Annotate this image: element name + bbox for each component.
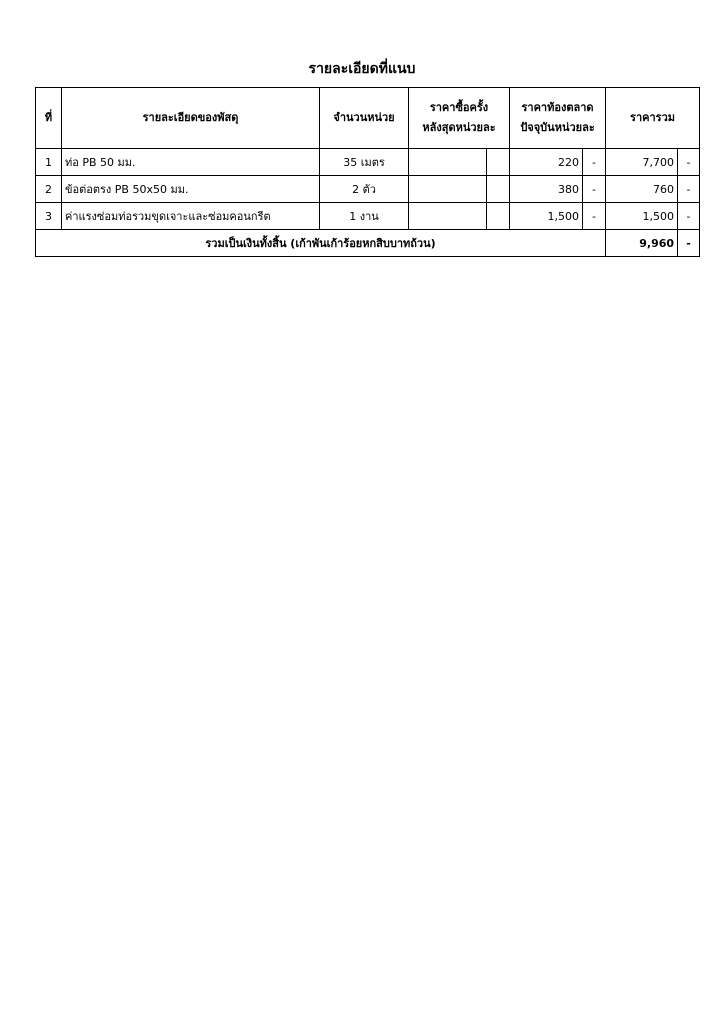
row-total: 760 (606, 176, 678, 203)
grand-total-satang: - (678, 230, 700, 257)
header-no: ที่ (36, 88, 62, 149)
header-market-price-line2: ปัจจุบันหน่วยละ (520, 121, 595, 134)
table-row (36, 149, 700, 176)
row-market-price-satang: - (583, 149, 606, 176)
header-last-price (409, 88, 510, 149)
row-quantity: 2 ตัว (320, 176, 409, 203)
row-total-satang: - (678, 203, 700, 230)
table-header-row (36, 88, 700, 149)
row-market-price-satang: - (583, 203, 606, 230)
row-last-price (409, 149, 487, 176)
row-last-price-satang (487, 203, 510, 230)
grand-total-row (36, 230, 700, 257)
row-quantity: 35 เมตร (320, 149, 409, 176)
header-description: รายละเอียดของพัสดุ (62, 88, 320, 149)
row-total: 7,700 (606, 149, 678, 176)
row-market-price: 220 (510, 149, 583, 176)
row-quantity: 1 งาน (320, 203, 409, 230)
row-last-price-satang (487, 149, 510, 176)
table-row (36, 203, 700, 230)
grand-total-label: รวมเป็นเงินทั้งสิ้น (เก้าพันเก้าร้อยหกสิบบาทถ้วน) (36, 230, 606, 257)
table-row (36, 176, 700, 203)
row-last-price (409, 176, 487, 203)
row-last-price (409, 203, 487, 230)
items-table (35, 87, 700, 257)
row-description: ท่อ PB 50 มม. (62, 149, 320, 176)
row-market-price-satang: - (583, 176, 606, 203)
header-total: ราคารวม (606, 88, 700, 149)
row-total-satang: - (678, 176, 700, 203)
row-description: ข้อต่อตรง PB 50x50 มม. (62, 176, 320, 203)
row-market-price: 380 (510, 176, 583, 203)
header-last-price-line2: หลังสุดหน่วยละ (422, 121, 496, 134)
row-no: 3 (36, 203, 62, 230)
header-quantity: จำนวนหน่วย (320, 88, 409, 149)
row-no: 1 (36, 149, 62, 176)
row-last-price-satang (487, 176, 510, 203)
header-last-price-line1: ราคาซื้อครั้ง (429, 101, 489, 114)
grand-total-amount: 9,960 (606, 230, 678, 257)
row-description: ค่าแรงซ่อมท่อรวมขุดเจาะและซ่อมคอนกรีต (62, 203, 320, 230)
document-title: รายละเอียดที่แนบ (308, 61, 416, 77)
row-no: 2 (36, 176, 62, 203)
row-total-satang: - (678, 149, 700, 176)
header-market-price-line1: ราคาท้องตลาด (521, 101, 594, 114)
row-market-price: 1,500 (510, 203, 583, 230)
header-market-price (510, 88, 606, 149)
row-total: 1,500 (606, 203, 678, 230)
